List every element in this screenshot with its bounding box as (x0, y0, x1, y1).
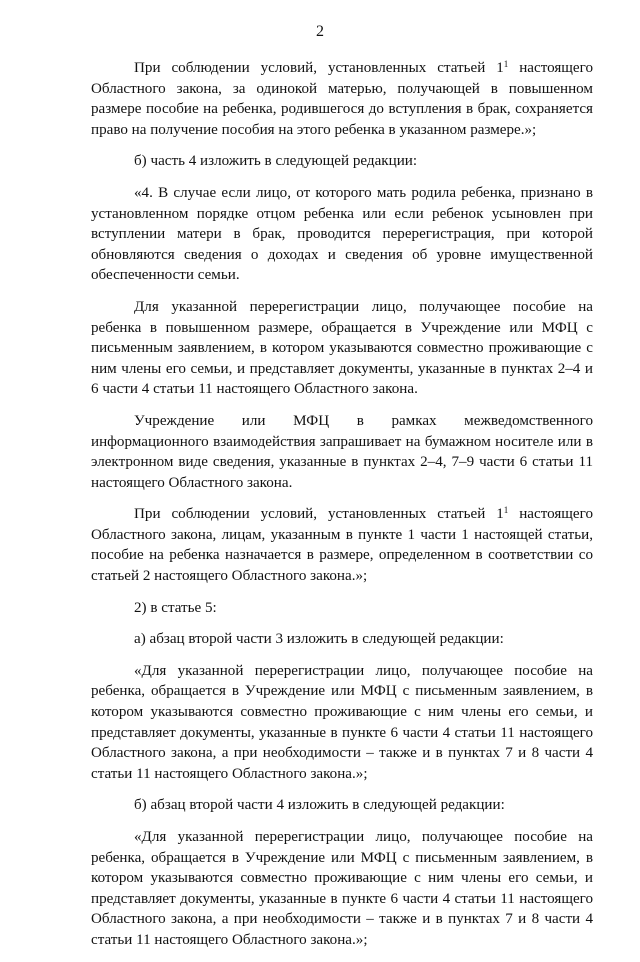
paragraph-9: «Для указанной перерегистрации лицо, получающее пособие на ребенка, обращается в Учреждение или МФЦ с письменным заявлением, в котором указываются совместно проживающие с ним члены его семьи, и представляет документы, указанные в пункте 6 части 4 статьи 11 настоящего Областного закона, а при необходимости – также и в пунктах 7 и 8 части 4 статьи 11 настоящего Областного закона.»; (91, 662, 593, 782)
paragraph-7: 2) в статье 5: (134, 599, 217, 616)
paragraph-2: б) часть 4 изложить в следующей редакции: (134, 153, 418, 170)
paragraph-1: При соблюдении условий, установленных статьей $1^1$ настоящего Областного закона, за одинокой матерью, получающей в повышенном размере пособие на ребенка, родившегося до вступления в брак, сохраняется право на получение пособия на этого ребенка в указанном размере.»; (91, 59, 593, 138)
paragraph-4: Для указанной перерегистрации лицо, получающее пособие на ребенка в повышенном размере, обращается в Учреждение или МФЦ с письменным заявлением, в котором указываются совместно проживающие с ним члены его семьи, и представляет документы, указанные в пунктах 2–4 и 6 части 4 статьи 11 настоящего Областного закона. (91, 298, 593, 398)
paragraph-5: Учреждение или МФЦ в рамках межведомственного информационного взаимодействия запрашивает на бумажном носителе или в электронном виде сведения, указанные в пунктах 2–4, 7–9 части 6 статьи 11 настоящего Областного закона. (91, 412, 593, 491)
page-number: 2 (316, 23, 324, 40)
document-body (91, 58, 593, 962)
paragraph-6: При соблюдении условий, установленных статьей $1^1$ настоящего Областного закона, лицам, указанным в пункте 1 части 1 настоящей статьи, пособие на ребенка назначается в размере, определенном в соответствии со статьей 2 настоящего Областного закона.»; (91, 505, 593, 585)
paragraph-10: б) абзац второй части 4 изложить в следующей редакции: (134, 797, 505, 814)
paragraph-3: «4. В случае если лицо, от которого мать родила ребенка, признано в установленном порядке отцом ребенка или если ребенок усыновлен при вступлении матери в брак, проводится перерегистрация, при которой обновляются сведения о доходах и сведения об уровне имущественной обеспеченности семьи. (91, 184, 593, 284)
paragraph-8: а) абзац второй части 3 изложить в следующей редакции: (134, 631, 504, 648)
paragraph-11: «Для указанной перерегистрации лицо, получающее пособие на ребенка, обращается в Учреждение или МФЦ с письменным заявлением, в котором указываются совместно проживающие с ним члены его семьи, и представляет документы, указанные в пункте 6 части 4 статьи 11 настоящего Областного закона, а при необходимости – также и в пунктах 7 и 8 части 4 статьи 11 настоящего Областного закона.»; (91, 829, 593, 948)
superscript: 1 (503, 59, 509, 69)
superscript: 1 (503, 505, 509, 516)
